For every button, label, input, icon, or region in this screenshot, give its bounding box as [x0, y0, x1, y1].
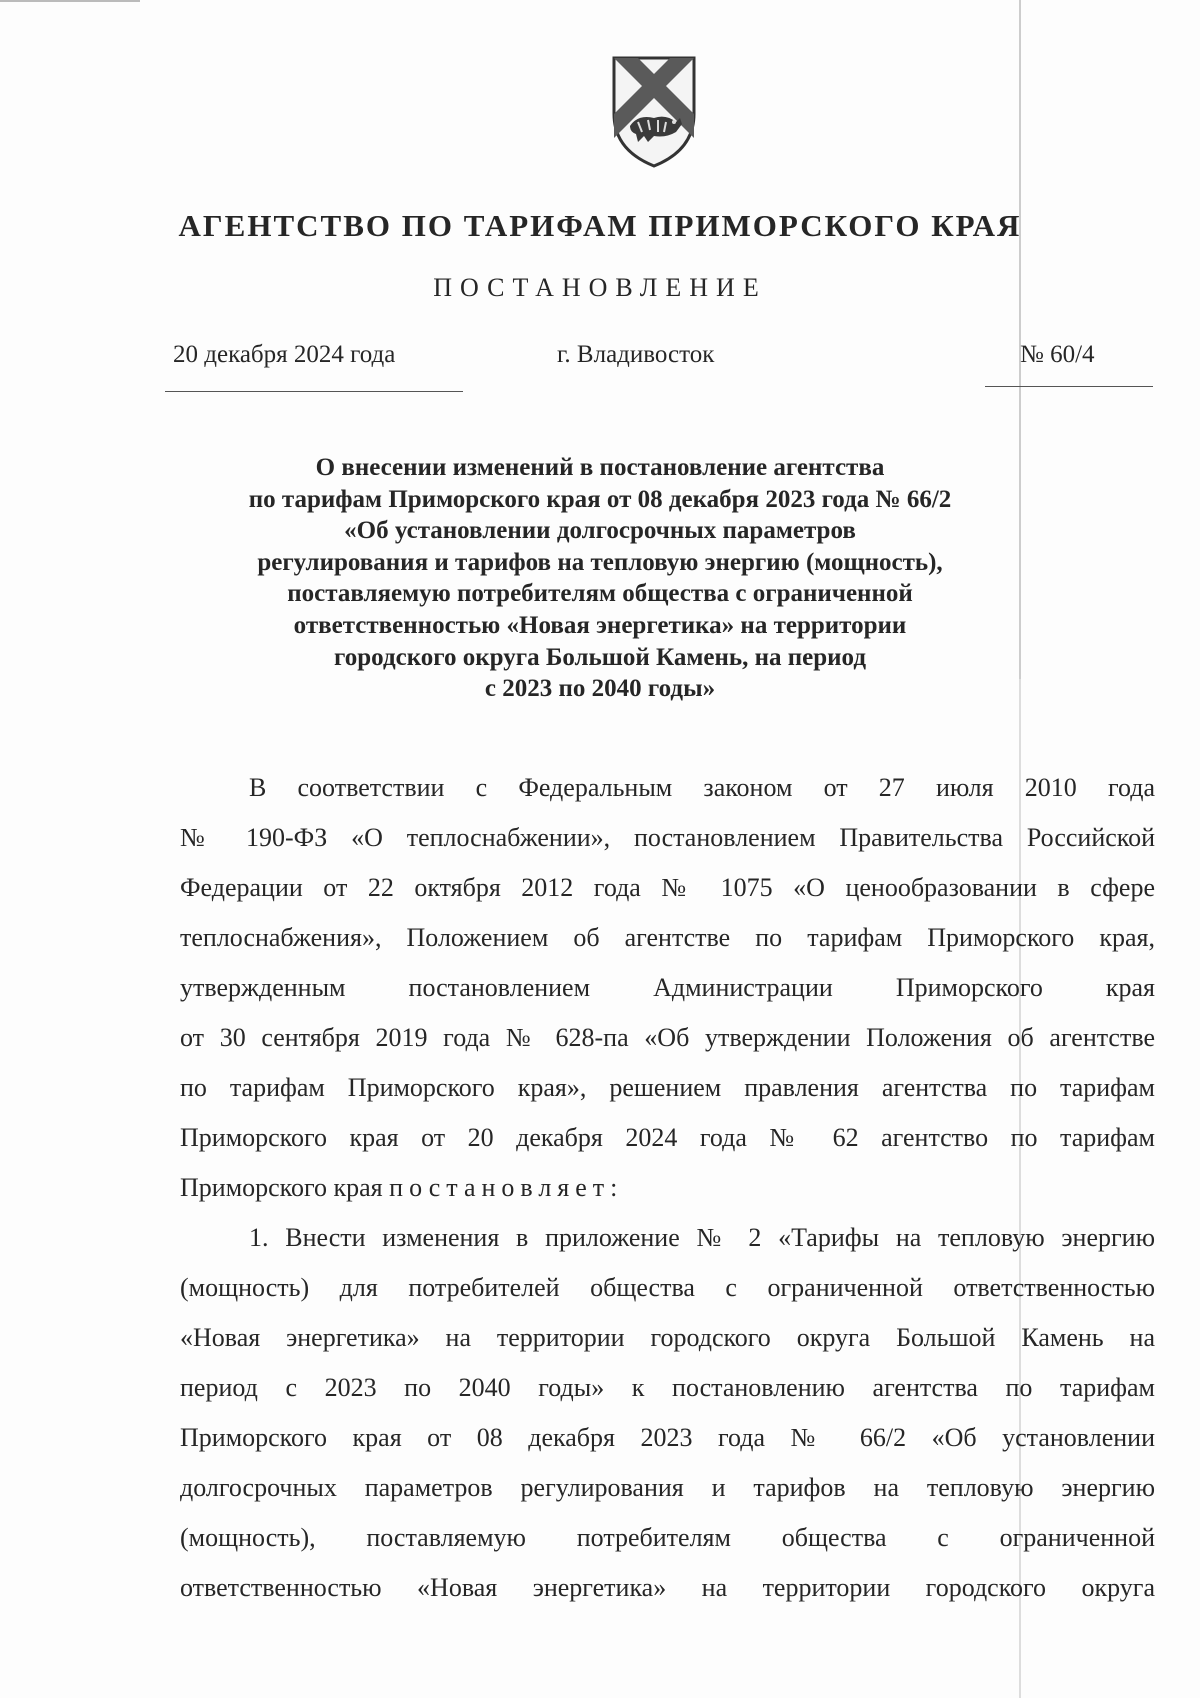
preamble-line: утвержденным постановлением Администрации Приморского края: [180, 973, 1155, 1002]
document-city: г. Владивосток: [557, 341, 715, 368]
item-1-line: долгосрочных параметров регулирования и тарифов на тепловую энергию: [180, 1473, 1155, 1502]
decree-word: постановляет:: [389, 1173, 624, 1202]
subject-line: городского округа Большой Камень, на период: [334, 643, 866, 671]
item-1-line: Приморского края от 08 декабря 2023 года № 66/2 «Об установлении: [180, 1423, 1155, 1452]
decree-line: [180, 1173, 1155, 1203]
document-type-heading: ПОСТАНОВЛЕНИЕ: [433, 273, 767, 302]
scan-corner-mark: [0, 0, 140, 2]
document-number: № 60/4: [1020, 341, 1095, 368]
subject-line: поставляемую потребителям общества с ограниченной: [287, 580, 913, 608]
subject-line: по тарифам Приморского края от 08 декабря 2023 года № 66/2: [248, 485, 952, 513]
subject-line: О внесении изменений в постановление агентства: [315, 454, 885, 481]
preamble-line: № 190-ФЗ «О теплоснабжении», постановлением Правительства Российской: [180, 823, 1155, 852]
item-1-line: ответственностью «Новая энергетика» на территории городского округа: [180, 1573, 1155, 1602]
subject-line: с 2023 по 2040 годы»: [484, 675, 716, 703]
decree-prefix: Приморского края: [180, 1173, 383, 1202]
preamble-line: В соответствии с Федеральным законом от 27 июля 2010 года: [249, 773, 1155, 802]
date-underline: [165, 391, 463, 392]
item-1-line: период с 2023 по 2040 годы» к постановлению агентства по тарифам: [180, 1373, 1155, 1402]
preamble-line: по тарифам Приморского края», решением правления агентства по тарифам: [180, 1073, 1155, 1102]
preamble-line: теплоснабжения», Положением об агентстве по тарифам Приморского края,: [180, 923, 1155, 952]
preamble-line: Приморского края от 20 декабря 2024 года № 62 агентство по тарифам: [180, 1123, 1155, 1152]
preamble-line: от 30 сентября 2019 года № 628-па «Об утверждении Положения об агентстве: [180, 1023, 1155, 1052]
number-underline: [985, 386, 1153, 387]
primorsky-krai-coat-of-arms-icon: [608, 52, 700, 170]
item-1-line: 1. Внести изменения в приложение № 2 «Тарифы на тепловую энергию: [249, 1223, 1155, 1252]
preamble-line: Федерации от 22 октября 2012 года № 1075 «О ценообразовании в сфере: [180, 873, 1155, 902]
item-1-line: (мощность) для потребителей общества с ограниченной ответственностью: [180, 1273, 1155, 1302]
subject-line: ответственностью «Новая энергетика» на территории: [293, 611, 907, 639]
subject-line: «Об установлении долгосрочных параметров: [344, 517, 856, 545]
item-1-line: «Новая энергетика» на территории городского округа Большой Камень на: [180, 1323, 1155, 1352]
document-date: 20 декабря 2024 года: [173, 341, 396, 368]
subject-line: регулирования и тарифов на тепловую энергию (мощность),: [257, 548, 943, 576]
item-1-line: (мощность), поставляемую потребителям общества с ограниченной: [180, 1523, 1155, 1552]
organization-title: АГЕНТСТВО ПО ТАРИФАМ ПРИМОРСКОГО КРАЯ: [178, 208, 1022, 243]
document-subject: [200, 452, 1000, 705]
